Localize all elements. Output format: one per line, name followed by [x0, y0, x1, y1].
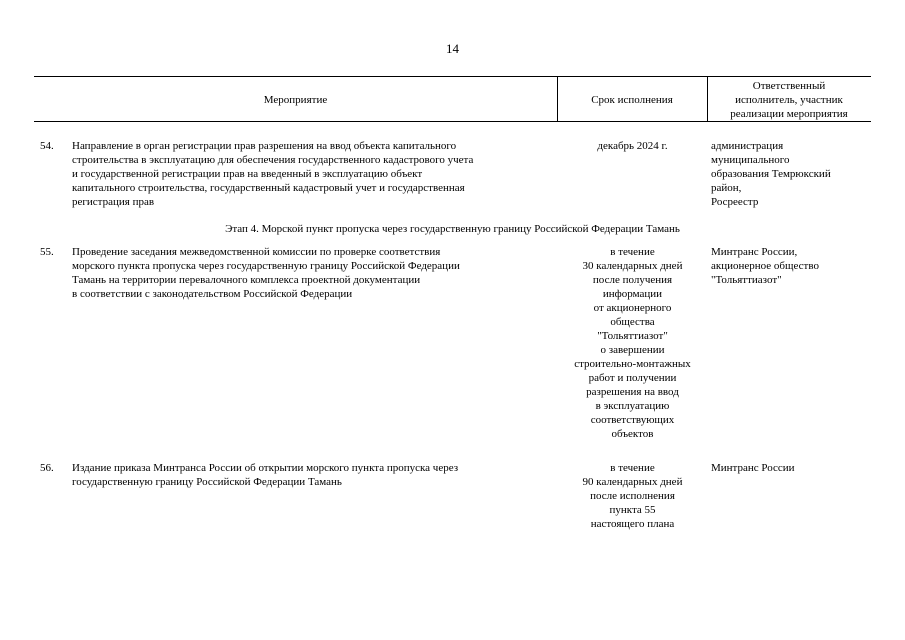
header-top-rule [34, 76, 871, 77]
deadline-line: после исполнения [590, 490, 675, 502]
header-responsible [707, 79, 871, 121]
row-task [72, 461, 552, 489]
stage-title: Этап 4. Морской пункт пропуска через государственную границу Российской Федерации Тамань [225, 223, 680, 235]
row-deadline [560, 245, 705, 441]
deadline-line: 30 календарных дней [582, 260, 683, 272]
deadline-line: общества [610, 316, 655, 328]
task-line: Проведение заседания межведомственной комиссии по проверке соответствия [72, 246, 441, 258]
row-responsible [711, 139, 871, 209]
deadline-line: работ и получении [588, 372, 677, 384]
deadline-line: настоящего плана [590, 518, 675, 530]
responsible-line: Минтранс России, [711, 246, 798, 258]
task-line: капитального строительства, государственный кадастровый учет и государственная [72, 182, 465, 194]
header-event: Мероприятие [263, 94, 328, 106]
responsible-line: Минтранс России [711, 462, 795, 474]
task-line: государственную границу Российской Федерации Тамань [72, 476, 342, 488]
task-line: Издание приказа Минтранса России об открытии морского пункта пропуска через [72, 462, 459, 474]
header-responsible-line: реализации мероприятия [730, 108, 848, 120]
deadline-line: пункта 55 [609, 504, 656, 516]
task-line: Тамань на территории перевалочного комплекса проектной документации [72, 274, 421, 286]
row-responsible [711, 461, 871, 475]
task-line: морского пункта пропуска через государственную границу Российской Федерации [72, 260, 460, 272]
row-task [72, 139, 552, 209]
responsible-line: акционерное общество [711, 260, 819, 272]
deadline-line: в течение [610, 462, 655, 474]
deadline-line: "Тольяттиазот" [597, 330, 668, 342]
task-line: регистрация прав [72, 196, 155, 208]
responsible-line: район, [711, 182, 742, 194]
row-number: 54. [40, 140, 54, 152]
deadline-line: о завершении [600, 344, 665, 356]
header-deadline: Срок исполнения [591, 94, 673, 106]
deadline-line: информации [602, 288, 663, 300]
task-line: и государственной регистрации прав на введенный в эксплуатацию объект [72, 168, 423, 180]
page-number: 14 [446, 41, 459, 56]
row-number: 55. [40, 246, 54, 258]
responsible-line: муниципального [711, 154, 790, 166]
responsible-line: образования Темрюкский [711, 168, 831, 180]
row-number: 56. [40, 462, 54, 474]
task-line: строительства в эксплуатацию для обеспечения государственного кадастрового учета [72, 154, 474, 166]
deadline-line: 90 календарных дней [582, 476, 683, 488]
deadline-line: соответствующих [590, 414, 675, 426]
header-responsible-line: Ответственный [752, 80, 826, 92]
row-deadline [560, 139, 705, 153]
responsible-line: Росреестр [711, 196, 759, 208]
task-line: в соответствии с законодательством Российской Федерации [72, 288, 353, 300]
deadline-line: разрешения на ввод [586, 386, 679, 398]
deadline-line: строительно-монтажных [574, 358, 691, 370]
responsible-line: "Тольяттиазот" [711, 274, 782, 286]
row-task [72, 245, 552, 301]
deadline-line: в эксплуатацию [595, 400, 670, 412]
row-responsible [711, 245, 871, 287]
deadline-line: от акционерного [593, 302, 672, 314]
task-line: Направление в орган регистрации прав разрешения на ввод объекта капитального [72, 140, 457, 152]
responsible-line: администрация [711, 140, 784, 152]
deadline-line: объектов [611, 428, 654, 440]
deadline-line: в течение [610, 246, 655, 258]
deadline-line: декабрь 2024 г. [597, 140, 668, 152]
deadline-line: после получения [592, 274, 673, 286]
header-responsible-line: исполнитель, участник [735, 94, 843, 106]
header-bottom-rule [34, 121, 871, 122]
row-deadline [560, 461, 705, 531]
